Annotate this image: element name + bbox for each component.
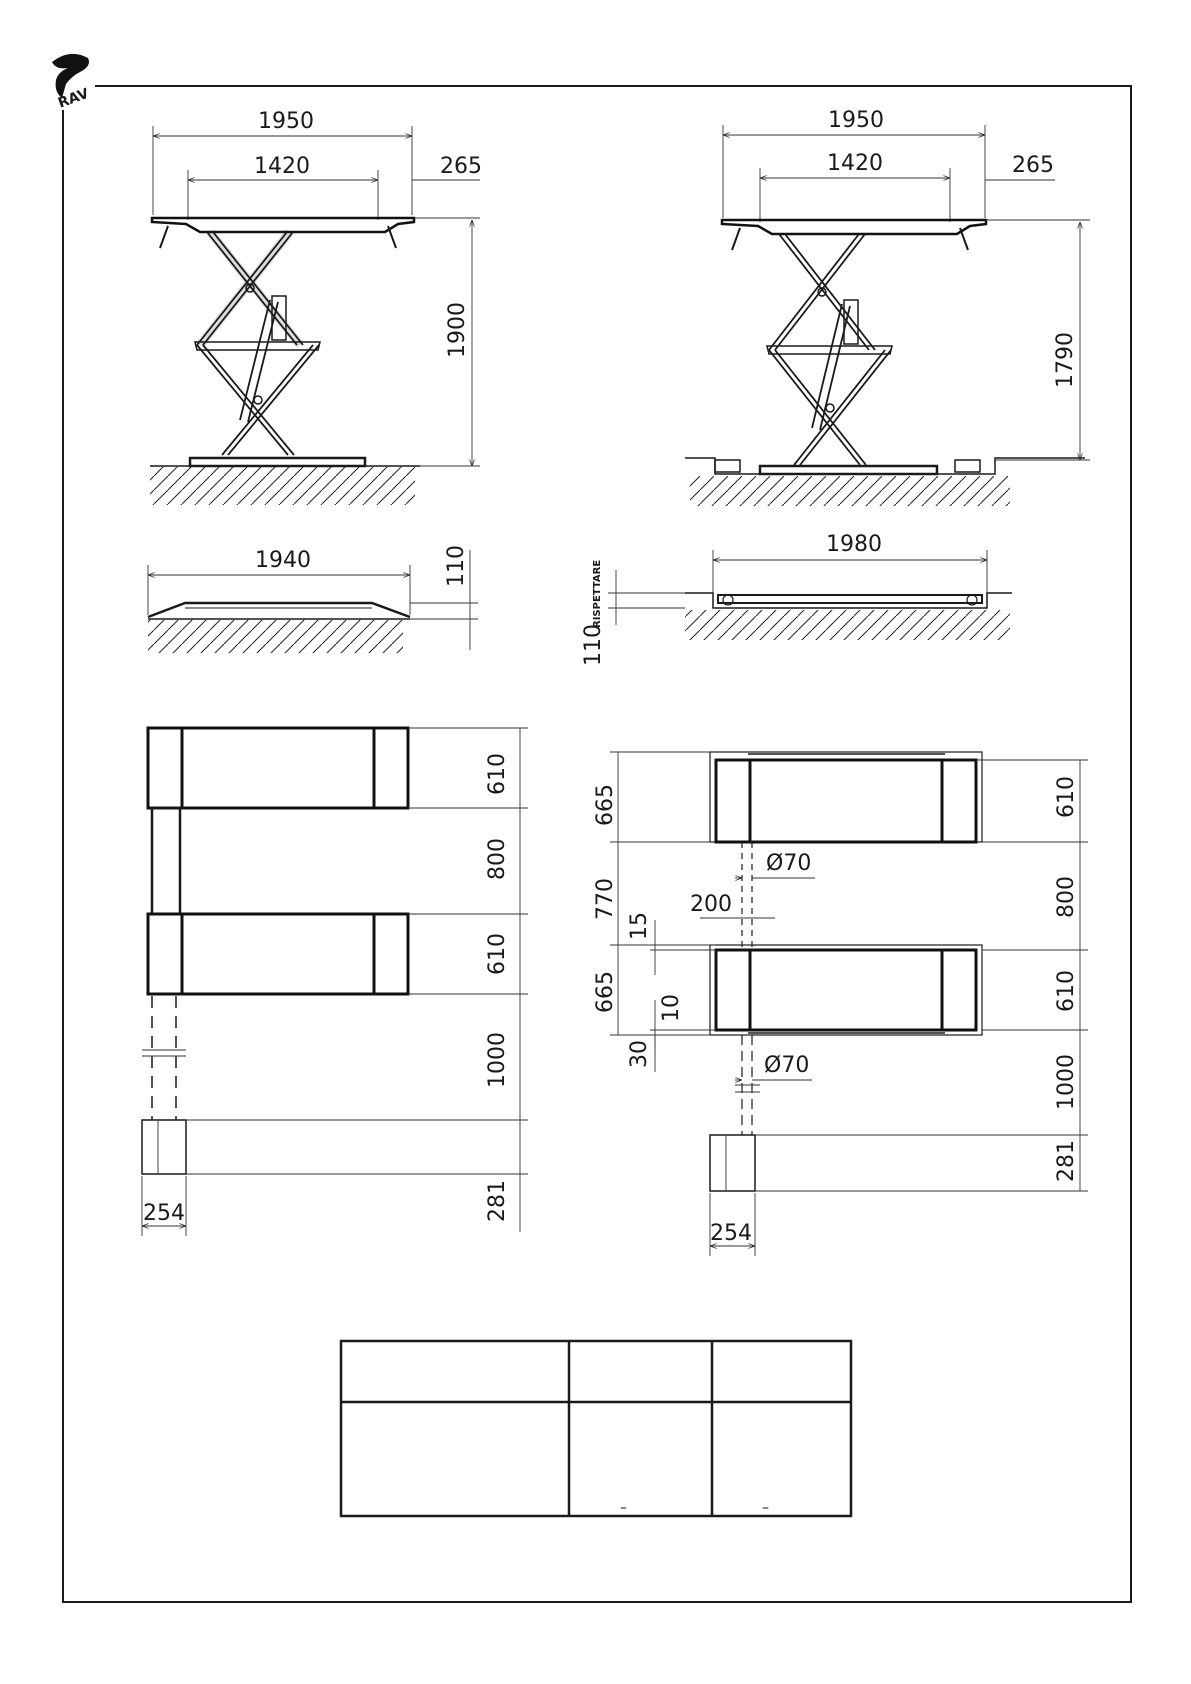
dim-cable-length: 1000	[485, 1032, 510, 1088]
dim-platform-span-right: 1420	[827, 151, 883, 176]
side-view-left	[150, 109, 482, 505]
dim-clearance-top: 15	[627, 912, 652, 940]
dim-plan-width-bottom: 610	[485, 933, 510, 975]
dim-unit-depth-right: 281	[1054, 1140, 1079, 1182]
title-block-cell-2: –	[762, 1500, 769, 1516]
dim-overhang: 265	[440, 154, 482, 179]
dim-closed-length: 1940	[255, 548, 311, 573]
note-rispettare: RISPETTARE	[592, 559, 603, 628]
dim-pipe-diameter-bottom: Ø70	[764, 1053, 810, 1078]
dim-pit-bottom: 665	[593, 971, 618, 1013]
closed-view-left	[148, 545, 478, 653]
dim-pit-top: 665	[593, 784, 618, 826]
dim-platform-span: 1420	[254, 154, 310, 179]
dim-pipe-offset: 200	[690, 892, 732, 917]
dim-clearance-bottom: 30	[627, 1040, 652, 1068]
side-view-right	[685, 108, 1090, 506]
dim-height-right: 1790	[1053, 332, 1078, 388]
logo-text: RAV	[55, 85, 92, 112]
dim-overall-length: 1950	[258, 109, 314, 134]
dim-plan-gap: 800	[485, 838, 510, 880]
dim-plan-gap-right: 800	[1054, 876, 1079, 918]
dim-clearance-inner: 10	[659, 994, 684, 1022]
title-block	[341, 1341, 851, 1516]
dim-pit-gap: 770	[593, 878, 618, 920]
title-block-cell-1: –	[620, 1500, 627, 1516]
dim-cable-length-right: 1000	[1054, 1054, 1079, 1110]
rav-logo-icon	[52, 54, 91, 112]
dim-plan-width-top: 610	[485, 753, 510, 795]
dim-overall-length-right: 1950	[828, 108, 884, 133]
dim-unit-width-right: 254	[710, 1221, 752, 1246]
closed-view-right	[581, 532, 1012, 666]
dim-closed-height: 110	[444, 545, 469, 587]
dim-pipe-diameter-top: Ø70	[766, 851, 812, 876]
dim-unit-width: 254	[143, 1201, 185, 1226]
dim-height: 1900	[445, 302, 470, 358]
dim-plan-width-top-right: 610	[1054, 776, 1079, 818]
dim-closed-height-right: 110	[581, 624, 606, 666]
dim-closed-length-right: 1980	[826, 532, 882, 557]
dim-plan-width-bottom-right: 610	[1054, 970, 1079, 1012]
plan-view-right	[593, 752, 1088, 1256]
dim-overhang-right: 265	[1012, 153, 1054, 178]
plan-view-left	[142, 728, 528, 1236]
dim-unit-depth: 281	[485, 1180, 510, 1222]
